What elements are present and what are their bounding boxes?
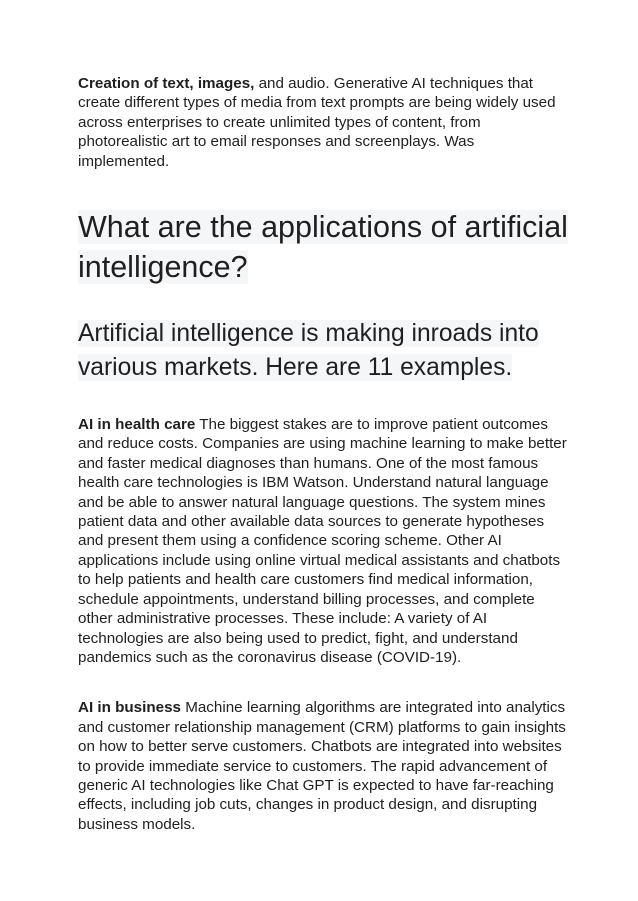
- business-paragraph: [78, 698, 568, 834]
- business-body: Machine learning algorithms are integrated into analytics and customer relationship management (CRM) platforms to gain insights on how to better serve customers. Chatbots are integrated into websites to provide immediate service to customers. The rapid advancement of generic AI technologies like Chat GPT is expected to have far-reaching effects, including job cuts, changes in product design, and disrupting business models.: [78, 699, 566, 833]
- applications-heading-text: What are the applications of artificial intelligence?: [78, 210, 568, 285]
- health-care-lead: AI in health care: [78, 416, 196, 434]
- health-care-body: The biggest stakes are to improve patient outcomes and reduce costs. Companies are using machine learning to make better and faster medical diagnoses than humans. One of the most famous health care technologies is IBM Watson. Understand natural language and be able to answer natural language questions. The system mines patient data and other available data sources to generate hypotheses and present them using a confidence scoring scheme. Other AI applications include using online virtual medical assistants and chatbots to help patients and health care customers find medical information, schedule appointments, understand billing processes, and complete other administrative processes. These include: A variety of AI technologies are also being used to predict, fight, and understand pandemics such as the coronavirus disease (COVID-19).: [78, 416, 567, 666]
- applications-heading: [78, 207, 568, 287]
- markets-heading: [78, 317, 568, 385]
- intro-body: and audio. Generative AI techniques that create different types of media from text prompts are being widely used across enterprises to create unlimited types of content, from photorealistic art to email responses and screenplays. Was implemented.: [78, 75, 556, 170]
- intro-lead: Creation of text, images,: [78, 75, 255, 92]
- business-lead: AI in business: [78, 699, 181, 717]
- health-care-paragraph: [78, 415, 568, 667]
- document-page: [78, 74, 568, 834]
- markets-heading-text: Artificial intelligence is making inroads into various markets. Here are 11 examples.: [78, 320, 539, 382]
- intro-paragraph: [78, 74, 568, 171]
